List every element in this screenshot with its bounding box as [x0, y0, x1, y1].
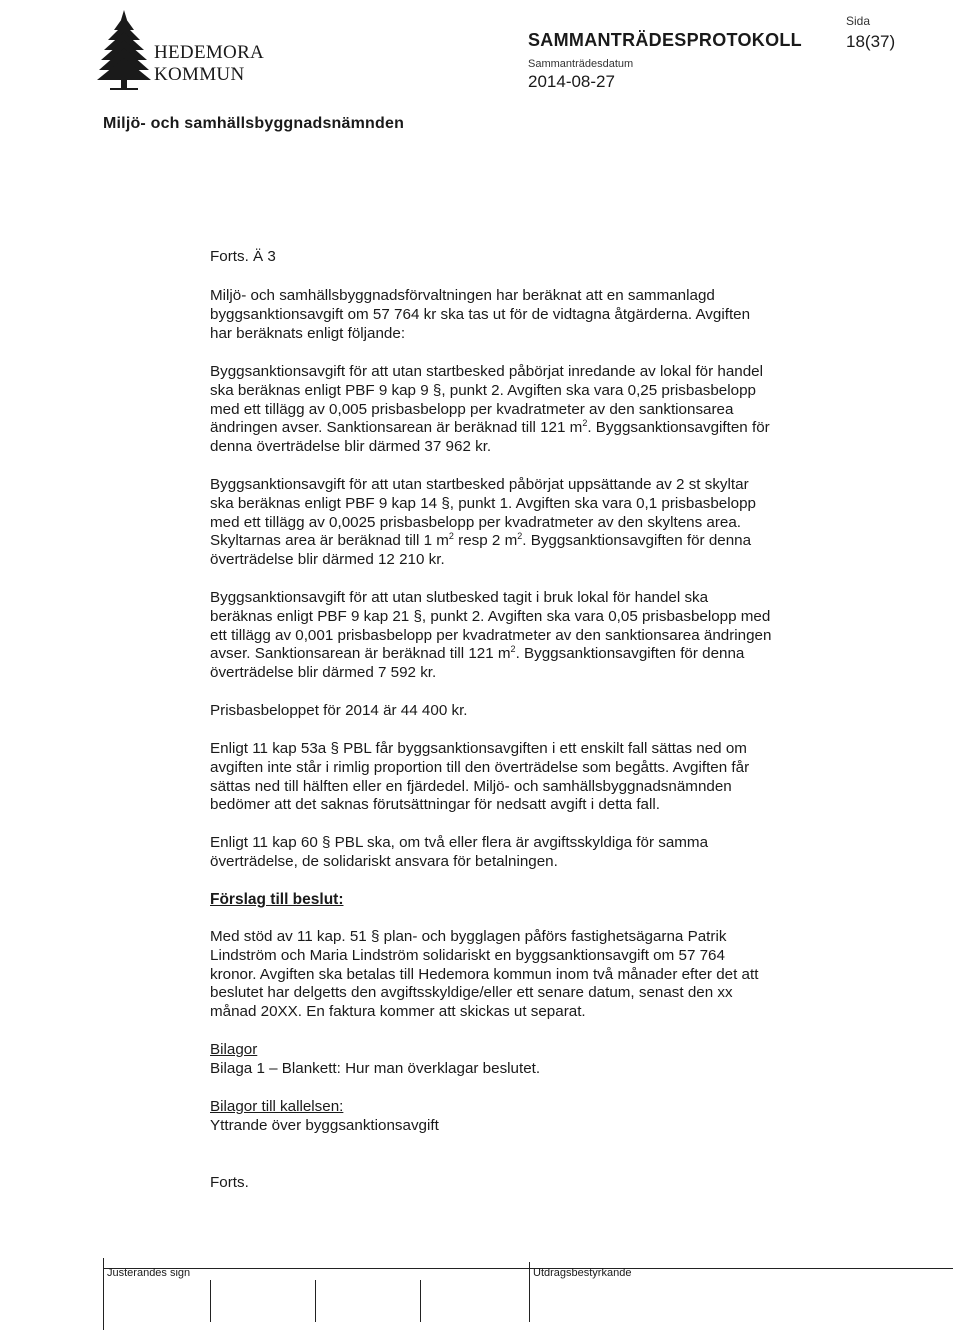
paragraph-reduction [210, 740, 810, 815]
municipality-logo [96, 8, 286, 96]
text-line: avgiften inte står i rimlig proportion till den överträdelse som begåtts. Avgiften får [210, 758, 750, 776]
text-line: kronor. Avgiften ska betalas till Hedemora kommun inom två månader efter det att [210, 965, 759, 983]
text-line: överträdelse blir därmed 12 210 kr. [210, 551, 445, 569]
text-line: Enligt 11 kap 60 § PBL ska, om två eller flera är avgiftsskyldiga för samma [210, 834, 709, 851]
text-line: med ett tillägg av 0,005 prisbasbelopp per kvadratmeter av den sanktionsarea [210, 400, 734, 418]
text-line: ett tillägg av 0,001 prisbasbelopp per kvadratmeter av den sanktionsarea ändringen [210, 626, 772, 644]
superscript: 2 [582, 418, 588, 429]
document-title: SAMMANTRÄDESPROTOKOLL [528, 30, 802, 50]
continued-marker: Forts. Ä 3 [210, 248, 276, 265]
attachment-item: Bilaga 1 – Blankett: Hur man överklagar beslutet. [210, 1059, 541, 1077]
text-line: överträdelse blir därmed 7 592 kr. [210, 664, 437, 682]
department-name: Miljö- och samhällsbyggnadsnämnden [103, 115, 405, 132]
text-line: Med stöd av 11 kap. 51 § plan- och bygglagen påförs fastighetsägarna Patrik [210, 928, 727, 945]
text-line: Byggsanktionsavgift för att utan startbesked påbörjat inredande av lokal för handel [210, 363, 764, 380]
footer-signature-label: Justerandes sign [107, 1267, 191, 1279]
paragraph-calculation-intro [210, 287, 810, 343]
text-line: Byggsanktionsavgift för att utan startbesked påbörjat uppsättande av 2 st skyltar [210, 476, 749, 493]
paragraph-fee-interior [210, 363, 810, 457]
text-line: har beräknats enligt följande: [210, 324, 406, 342]
page-label: Sida [846, 14, 871, 28]
spruce-tree-icon [96, 8, 152, 96]
meeting-date-label: Sammanträdesdatum [528, 58, 634, 70]
call-attachment-item: Yttrande över byggsanktionsavgift [210, 1116, 439, 1134]
text-line: ändringen avser. Sanktionsarean är beräknad till 121 $m^2$. Byggsanktionsavgiften för [210, 418, 770, 437]
attachments-section [210, 1041, 810, 1079]
certification-box-divider [529, 1262, 530, 1322]
superscript: 2 [510, 644, 516, 655]
text-line: beräknas enligt PBF 9 kap 21 §, punkt 2. Avgiften ska vara 0,05 prisbasbelopp med [210, 607, 771, 625]
text-line: Enligt 11 kap 53a § PBL får byggsanktionsavgiften i ett enskilt fall sättas ned om [210, 740, 747, 757]
text-line: denna överträdelse blir därmed 37 962 kr. [210, 438, 492, 456]
text-line: ska beräknas enligt PBF 9 kap 14 §, punkt 1. Avgiften ska vara 0,1 prisbasbelopp [210, 494, 756, 512]
text-line: Byggsanktionsavgift för att utan slutbesked tagit i bruk lokal för handel ska [210, 589, 709, 606]
text-line: sättas ned till hälften eller en fjärdedel. Miljö- och samhällsbyggnadsnämnden [210, 777, 732, 795]
paragraph-base-amount: Prisbasbeloppet för 2014 är 44 400 kr. [210, 702, 468, 719]
text-line: Miljö- och samhällsbyggnadsförvaltningen har beräknat att en sammanlagd [210, 287, 715, 304]
superscript: 2 [448, 531, 454, 542]
text-line: avser. Sanktionsarean är beräknad till 121 $m^2$. Byggsanktionsavgiften för denna [210, 644, 745, 663]
paragraph-decision [210, 928, 810, 1022]
logo-text-line1: HEDEMORA [154, 42, 265, 63]
meeting-date: 2014-08-27 [528, 72, 615, 91]
text-line: byggsanktionsavgift om 57 764 kr ska tas ut för de vidtagna åtgärderna. Avgiften [210, 305, 751, 323]
text-line: Skyltarnas area är beräknad till 1 $m^2$ resp 2 $m^2$. Byggsanktionsavgiften för denna [210, 531, 752, 550]
text-line: överträdelse, de solidariskt ansvara för betalningen. [210, 852, 558, 870]
paragraph-joint-liability [210, 834, 810, 872]
footer-left-border [103, 1258, 104, 1330]
footer-certification-label: Utdragsbestyrkande [533, 1267, 632, 1279]
logo-text-line2: KOMMUN [154, 64, 245, 85]
text-line: Lindström och Maria Lindström solidariskt en byggsanktionsavgift om 57 764 [210, 946, 725, 964]
text-line: beslutet har delgetts den avgiftsskyldige/eller ett senare datum, senast den xx [210, 984, 733, 1002]
signature-box-divider [210, 1280, 211, 1322]
signature-box-divider [315, 1280, 316, 1322]
attachments-heading: Bilagor [210, 1041, 258, 1058]
call-attachments-heading: Bilagor till kallelsen: [210, 1098, 344, 1115]
continued-marker-bottom: Forts. [210, 1174, 249, 1191]
page-number: 18(37) [846, 32, 896, 51]
text-line: med ett tillägg av 0,0025 prisbasbelopp per kvadratmeter av den skyltens area. [210, 513, 742, 531]
text-line: bedömer att det saknas förutsättningar för nedsatt avgift i detta fall. [210, 796, 660, 814]
superscript: 2 [517, 531, 523, 542]
proposal-heading: Förslag till beslut: [210, 891, 344, 908]
footer-rule [103, 1268, 953, 1269]
text-line: ska beräknas enligt PBF 9 kap 9 §, punkt 2. Avgiften ska vara 0,25 prisbasbelopp [210, 381, 756, 399]
signature-box-divider [420, 1280, 421, 1322]
call-attachments-section [210, 1098, 810, 1136]
paragraph-fee-use [210, 589, 810, 683]
text-line: månad 20XX. En faktura kommer att skickas ut separat. [210, 1003, 586, 1021]
paragraph-fee-signs [210, 476, 810, 570]
